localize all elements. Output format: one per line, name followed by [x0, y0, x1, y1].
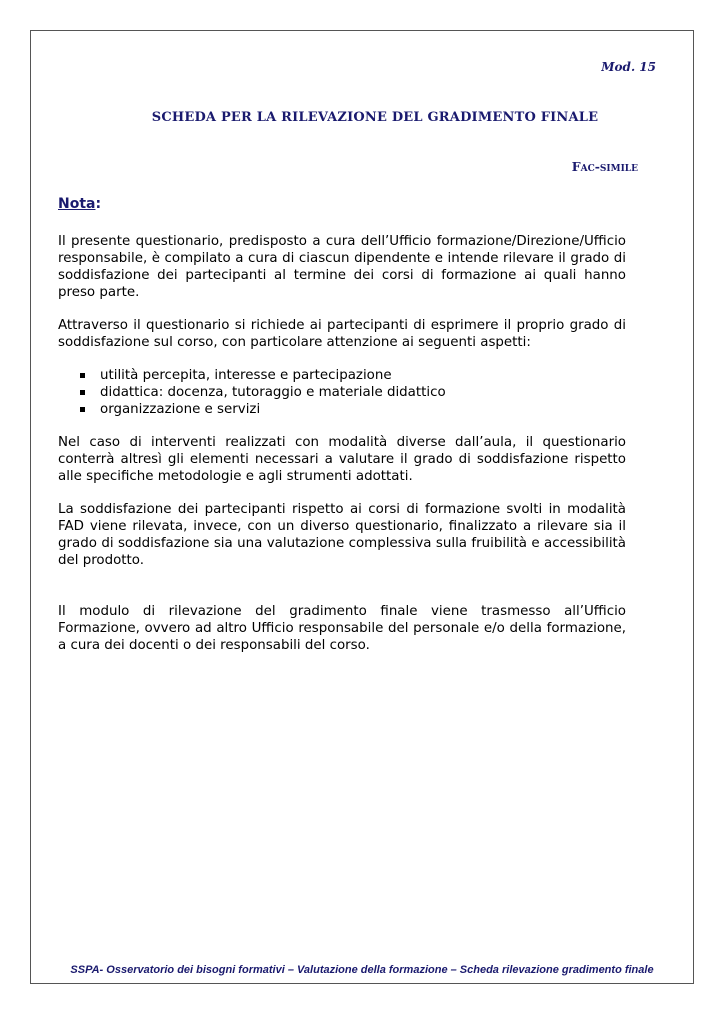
aspects-list	[58, 367, 626, 418]
paragraph-other-modalities: Nel caso di interventi realizzati con modalità diverse dall’aula, il questionario conterrà altresì gli elementi necessari a valutare il grado di soddisfazione rispetto alle specifiche metodologie e agli strumenti adottati.	[58, 435, 626, 484]
paragraph-aspects: Attraverso il questionario si richiede ai partecipanti di esprimere il proprio grado di soddisfazione sul corso, con particolare attenzione ai seguenti aspetti:	[58, 318, 626, 350]
facsimile-label: Fac-simile	[571, 159, 638, 174]
document-body	[58, 196, 626, 670]
list-item-text: organizzazione e servizi	[100, 402, 261, 417]
bullet-square-icon	[80, 390, 85, 395]
list-item-text: didattica: docenza, tutoraggio e materiale didattico	[100, 385, 446, 400]
list-item	[76, 384, 626, 401]
module-number: Mod. 15	[601, 60, 656, 74]
nota-heading	[58, 196, 626, 213]
page-footer: SSPA- Osservatorio dei bisogni formativi – Valutazione della formazione – Scheda rilevazione gradimento finale	[70, 964, 654, 976]
bullet-square-icon	[80, 407, 85, 412]
paragraph-transmission: Il modulo di rilevazione del gradimento finale viene trasmesso all’Ufficio Formazione, ovvero ad altro Ufficio responsabile del personale e/o della formazione, a cura dei docenti o dei responsabili del corso.	[58, 604, 626, 653]
list-item	[76, 401, 626, 418]
list-item-text: utilità percepita, interesse e partecipazione	[100, 368, 392, 383]
paragraph-fad: La soddisfazione dei partecipanti rispetto ai corsi di formazione svolti in modalità FAD viene rilevata, invece, con un diverso questionario, finalizzato a rilevare sia il grado di soddisfazione sia una valutazione complessiva sulla fruibilità e accessibilità del prodotto.	[58, 502, 626, 568]
paragraph-intro: Il presente questionario, predisposto a cura dell’Ufficio formazione/Direzione/Ufficio responsabile, è compilato a cura di ciascun dipendente e intende rilevare il grado di soddisfazione dei partecipanti al termine dei corsi di formazione ai quali hanno preso parte.	[58, 234, 626, 300]
list-item	[76, 367, 626, 384]
nota-label: Nota	[58, 196, 96, 212]
page-title: SCHEDA PER LA RILEVAZIONE DEL GRADIMENTO FINALE	[151, 110, 599, 125]
bullet-square-icon	[80, 373, 85, 378]
nota-colon: :	[95, 196, 102, 212]
